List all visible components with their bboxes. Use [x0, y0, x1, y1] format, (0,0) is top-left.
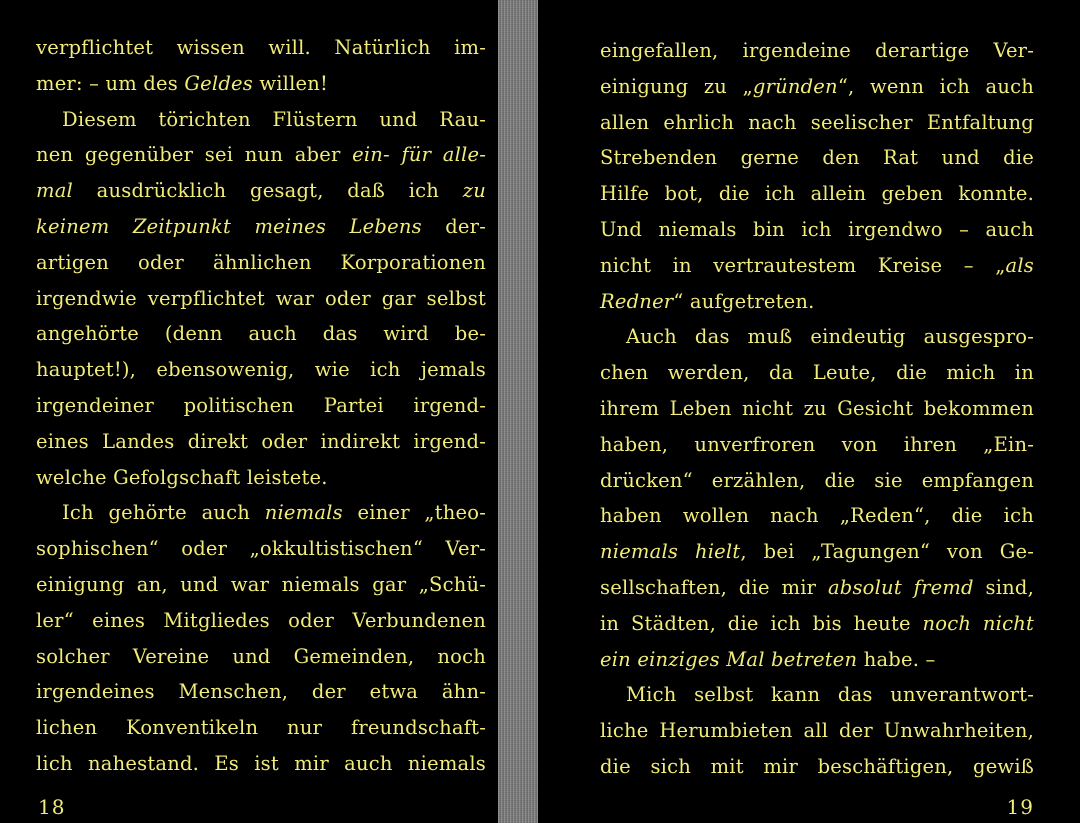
- right-page-line: allen ehrlich nach seelischer Entfaltung: [600, 110, 1034, 134]
- left-page-line: hauptet!), ebensowenig, wie ich jemals: [36, 358, 486, 382]
- left-page-emphasis: keinem Zeitpunkt meines Lebens: [36, 214, 422, 238]
- right-page-line: nicht in vertrautestem Kreise – „als: [600, 253, 1034, 277]
- right-page-line: ein einziges Mal betreten habe. –: [600, 647, 936, 671]
- left-page-line: irgendeines Menschen, der etwa ähn-: [36, 680, 486, 704]
- right-page-line: liche Herumbieten all der Unwahrheiten,: [600, 719, 1034, 743]
- right-page-line: haben, unverfroren von ihren „Ein-: [600, 432, 1034, 456]
- left-page-line: eines Landes direkt oder indirekt irgend-: [36, 429, 486, 453]
- right-page-line: die sich mit mir beschäftigen, gewiß: [600, 754, 1034, 778]
- right-page-emphasis: als: [1005, 253, 1034, 277]
- book-gutter: [498, 0, 538, 823]
- left-page: [0, 0, 500, 823]
- left-page-line: irgendwie verpflichtet war oder gar selbst: [36, 286, 486, 310]
- left-page-line: sophischen“ oder „okkultistischen“ Ver-: [36, 537, 486, 561]
- left-page-line: solcher Vereine und Gemeinden, noch: [36, 644, 486, 668]
- left-page-line: Diesem törichten Flüstern und Rau-: [62, 107, 486, 131]
- left-page-line: lichen Konventikeln nur freundschaft-: [36, 716, 486, 740]
- right-page-line: Strebenden gerne den Rat und die: [600, 146, 1034, 170]
- left-page-line: angehörte (denn auch das wird be-: [36, 322, 486, 346]
- right-page-number: 19: [1006, 795, 1034, 819]
- right-page-line: ihrem Leben nicht zu Gesicht bekommen: [600, 396, 1034, 420]
- right-page-emphasis: gründen: [752, 74, 838, 98]
- left-page-emphasis: mal: [36, 179, 73, 203]
- right-page-line: Auch das muß eindeutig ausgespro-: [626, 325, 1034, 349]
- left-page-number: 18: [38, 795, 66, 819]
- left-page-text: [36, 30, 486, 782]
- right-page-line: niemals hielt, bei „Tagungen“ von Ge-: [600, 540, 1034, 564]
- left-page-emphasis: zu: [462, 179, 486, 203]
- left-page-line: mer: – um des Geldes willen!: [36, 71, 329, 95]
- left-page-line: einigung an, und war niemals gar „Schü-: [36, 572, 486, 596]
- right-page-emphasis: ein einziges Mal betreten: [600, 647, 858, 671]
- right-page-emphasis: Redner: [600, 289, 674, 313]
- right-page-line: Hilfe bot, die ich allein geben konnte.: [600, 182, 1034, 206]
- right-page-line: Und niemals bin ich irgendwo – auch: [600, 217, 1034, 241]
- left-page-line: artigen oder ähnlichen Korporationen: [36, 250, 486, 274]
- right-page-line: Redner“ aufgetreten.: [600, 289, 815, 313]
- right-page-emphasis: niemals hielt: [600, 540, 741, 564]
- left-page-line: welche Gefolgschaft leistete.: [36, 465, 328, 489]
- left-page-emphasis: ein- für alle-: [352, 143, 486, 167]
- left-page-line: verpflichtet wissen will. Natürlich im-: [36, 36, 486, 59]
- left-page-line: keinem Zeitpunkt meines Lebens der-: [36, 214, 486, 238]
- right-page-line: drücken“ erzählen, die sie empfangen: [600, 468, 1034, 492]
- right-page-line: in Städten, die ich bis heute noch nicht: [600, 611, 1034, 635]
- left-page-line: nen gegenüber sei nun aber ein- für alle-: [36, 143, 486, 167]
- right-page-line: Mich selbst kann das unverantwort-: [626, 683, 1034, 707]
- left-page-line: mal ausdrücklich gesagt, daß ich zu: [36, 179, 486, 203]
- left-page-line: lich nahestand. Es ist mir auch niemals: [36, 751, 486, 775]
- right-page-line: einigung zu „gründen“, wenn ich auch: [600, 74, 1034, 98]
- left-page-line: irgendeiner politischen Partei irgend-: [36, 393, 486, 417]
- left-page-emphasis: niemals: [264, 501, 343, 525]
- right-page-line: haben wollen nach „Reden“, die ich: [600, 504, 1034, 528]
- left-page-line: ler“ eines Mitgliedes oder Verbundenen: [36, 608, 486, 632]
- right-page-line: chen werden, da Leute, die mich in: [600, 361, 1034, 385]
- right-page-emphasis: noch nicht: [922, 611, 1034, 635]
- left-page-line: Ich gehörte auch niemals einer „theo-: [62, 501, 486, 525]
- right-page: [534, 0, 1080, 823]
- right-page-emphasis: absolut fremd: [827, 575, 974, 599]
- right-page-line: sellschaften, die mir absolut fremd sind,: [600, 575, 1034, 599]
- left-page-emphasis: Geldes: [184, 71, 253, 95]
- right-page-text: [600, 33, 1034, 785]
- right-page-line: eingefallen, irgendeine derartige Ver-: [600, 39, 1034, 62]
